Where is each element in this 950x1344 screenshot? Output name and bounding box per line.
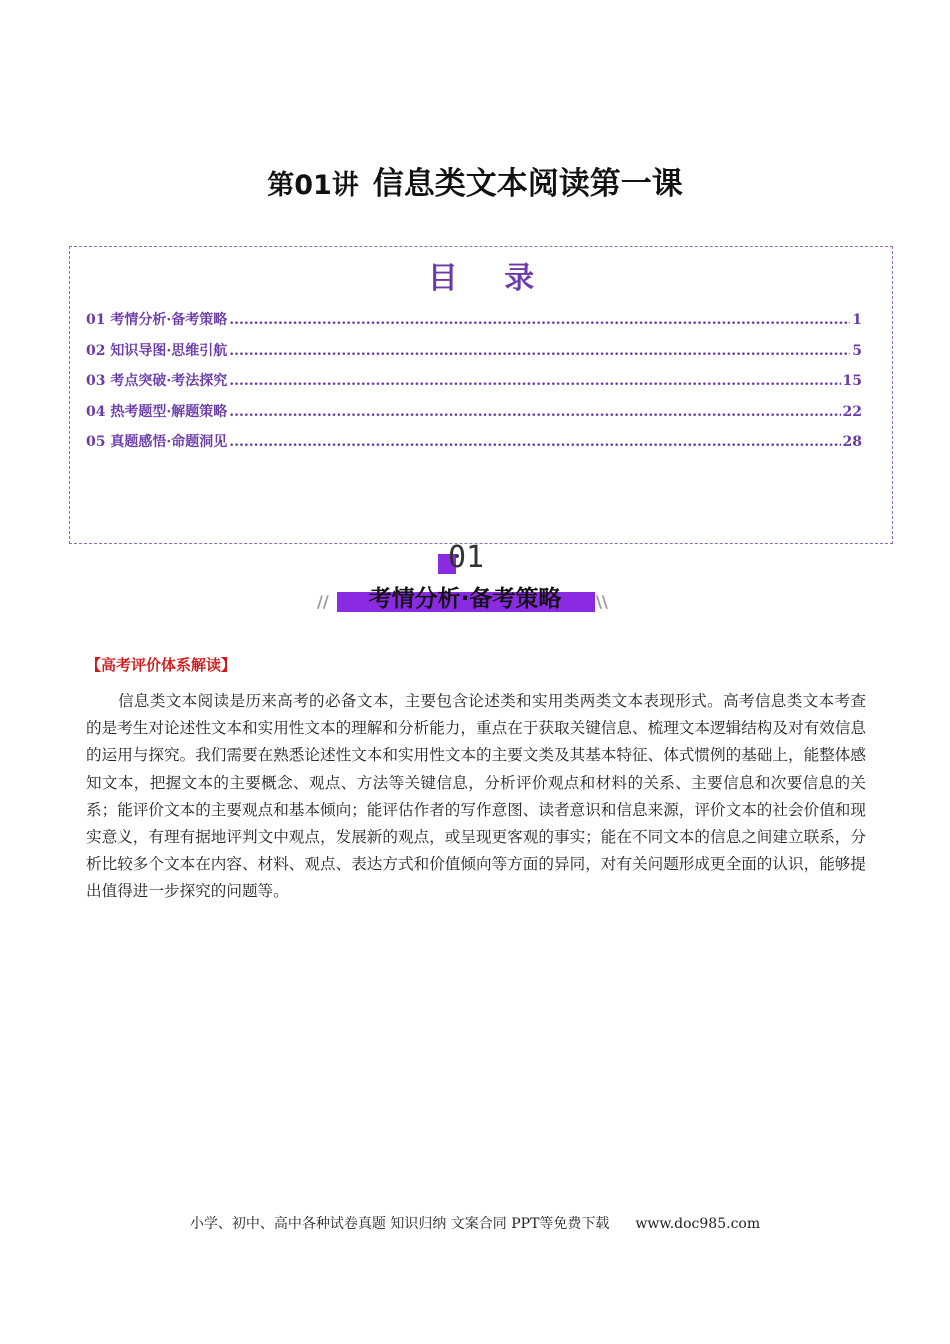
section-banner (315, 540, 615, 620)
toc-item-page: 5 (852, 342, 862, 359)
section-number: 01 (448, 540, 485, 575)
page-title (0, 158, 950, 203)
page-footer (0, 1213, 950, 1233)
toc-leader-dots (229, 404, 840, 420)
toc-item-label: 05 真题感悟·命题洞见 (86, 434, 228, 450)
toc-item[interactable] (86, 309, 862, 340)
toc-item-label: 01 考情分析·备考策略 (86, 312, 228, 328)
toc-item-label: 03 考点突破·考法探究 (86, 373, 228, 389)
toc-leader-dots (229, 373, 840, 389)
table-of-contents (69, 246, 893, 544)
banner-slash-right-icon: \\ (596, 592, 608, 611)
banner-slash-left-icon: // (317, 592, 329, 611)
toc-list (86, 309, 862, 462)
toc-item-page: 28 (842, 434, 862, 450)
toc-item-page: 15 (842, 373, 862, 389)
toc-item[interactable] (86, 431, 862, 462)
section-title: 考情分析·备考策略 (368, 586, 562, 612)
body-paragraph: 信息类文本阅读是历来高考的必备文本，主要包含论述类和实用类两类文本表现形式。高考信息类文本考查的是考生对论述性文本和实用性文本的理解和分析能力，重点在于获取关键信息、梳理文本逻辑结构及对有效信息的运用与探究。我们需要在熟悉论述性文本和实用性文本的主要文类及其基本特征、体式惯例的基础上，能整体感知文本，把握文本的主要概念、观点、方法等关键信息，分析评价观点和材料的关系、主要信息和次要信息的关系；能评价文本的主要观点和基本倾向；能评估作者的写作意图、读者意识和信息来源，评价文本的社会价值和现实意义，有理有据地评判文中观点，发展新的观点，或呈现更客观的事实；能在不同文本的信息之间建立联系，分析比较多个文本在内容、材料、观点、表达方式和价值倾向等方面的异同，对有关问题形成更全面的认识，能够提出值得进一步探究的问题等。 (86, 692, 866, 901)
toc-item[interactable] (86, 340, 862, 371)
footer-text: 小学、初中、高中各种试卷真题 知识归纳 文案合同 PPT等免费下载 (189, 1216, 610, 1232)
toc-item-label: 02 知识导图·思维引航 (86, 342, 228, 359)
toc-item-page: 1 (852, 312, 862, 328)
lecture-number: 第01讲 (267, 170, 359, 201)
toc-leader-dots (229, 343, 850, 359)
toc-leader-dots (229, 312, 850, 328)
toc-item-label: 04 热考题型·解题策略 (86, 403, 228, 420)
section-subheading: 【高考评价体系解读】 (86, 656, 237, 674)
lecture-title: 信息类文本阅读第一课 (372, 166, 683, 202)
footer-url[interactable]: www.doc985.com (635, 1216, 761, 1232)
toc-item[interactable] (86, 370, 862, 401)
toc-leader-dots (229, 434, 840, 450)
toc-heading: 目 录 (427, 261, 553, 296)
toc-item[interactable] (86, 401, 862, 432)
toc-item-page: 22 (842, 403, 862, 420)
